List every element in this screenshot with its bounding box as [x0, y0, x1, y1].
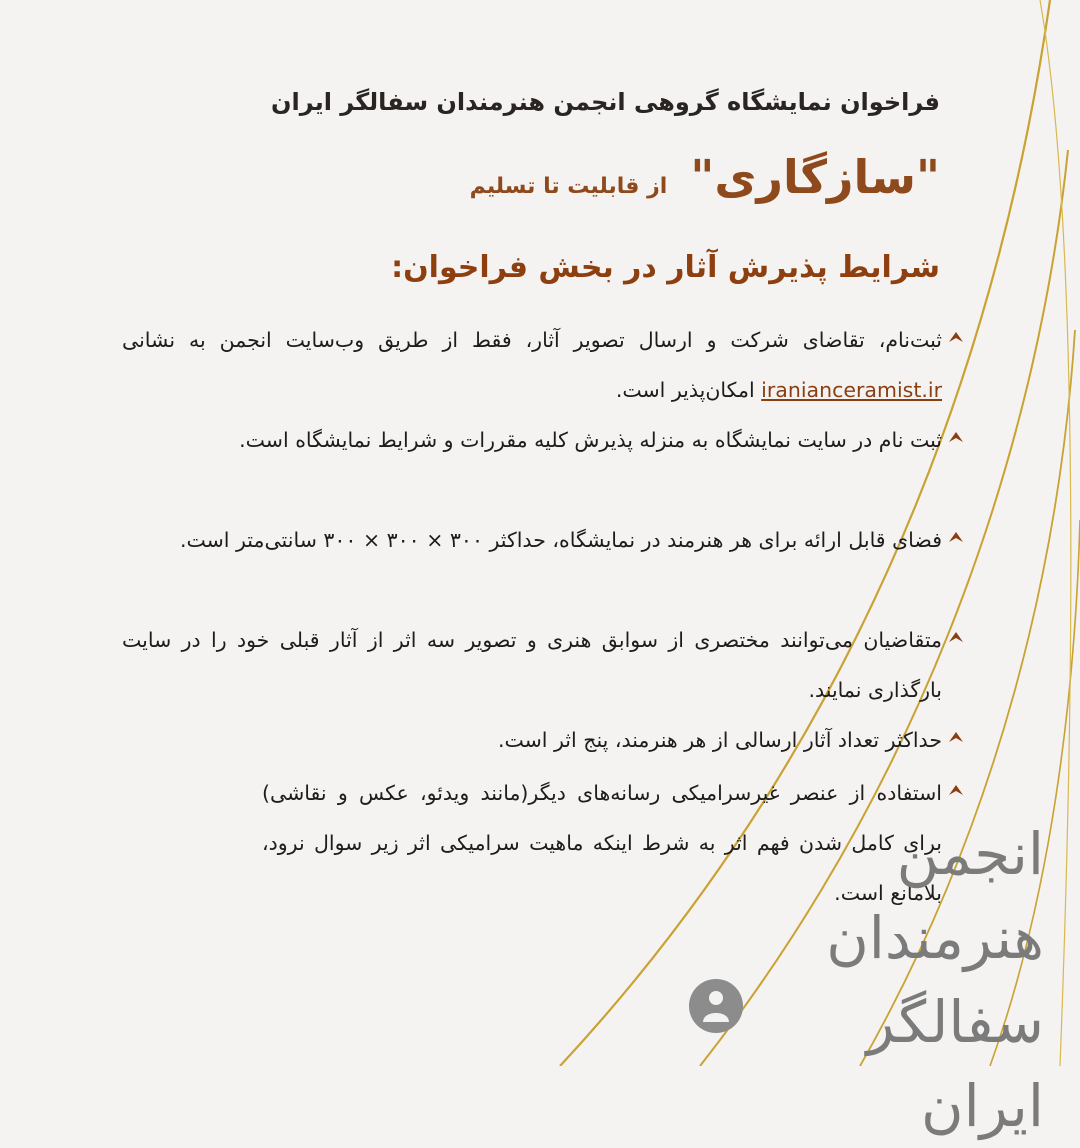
chevron-up-bullet-icon [948, 329, 964, 345]
exhibition-name: "سازگاری" [690, 150, 940, 204]
chevron-up-bullet-icon [948, 782, 964, 798]
list-item: فضای قابل ارائه برای هر هنرمند در نمایشگاه، حداکثر ۳۰۰ × ۳۰۰ × ۳۰۰ سانتی‌متر است. [122, 515, 942, 565]
list-item: حداکثر تعداد آثار ارسالی از هر هنرمند، پنج اثر است. [122, 715, 942, 765]
website-link[interactable]: iranianceramist.ir [761, 378, 942, 402]
chevron-up-bullet-icon [948, 729, 964, 745]
list-item: ثبت‌نام، تقاضای شرکت و ارسال تصویر آثار، فقط از طریق وب‌سایت انجمن به نشانی iranianceramist.ir امکان‌پذیر است. [122, 315, 942, 415]
section-heading: شرایط پذیرش آثار در بخش فراخوان: [391, 250, 940, 285]
exhibition-subtitle: از قابلیت تا تسلیم [469, 174, 668, 199]
chevron-up-bullet-icon [948, 429, 964, 445]
watermark-line: انجمن [896, 820, 1044, 888]
watermark-line: سفالگر ایران [866, 988, 1044, 1140]
exhibition-title-row [120, 150, 940, 204]
list-item-sub: استفاده از عنصر غیرسرامیکی رسانه‌های دیگر(مانند ویدئو، عکس و نقاشی) برای کامل شدن فهم اثر به شرط اینکه ماهیت سرامیکی اثر زیر سوال نرود، بلامانع است. [262, 768, 942, 918]
call-title: فراخوان نمایشگاه گروهی انجمن هنرمندان سفالگر ایران [271, 88, 940, 116]
chevron-up-bullet-icon [948, 529, 964, 545]
chevron-up-bullet-icon [948, 629, 964, 645]
association-watermark [734, 812, 1044, 1148]
list-item: ثبت نام در سایت نمایشگاه به منزله پذیرش کلیه مقررات و شرایط نمایشگاه است. [122, 415, 942, 465]
association-logo-icon [688, 978, 744, 1034]
watermark-line: هنرمندان [826, 904, 1044, 972]
list-item: متقاضیان می‌توانند مختصری از سوابق هنری و تصویر سه اثر از آثار قبلی خود را در سایت بارگذاری نمایند. [122, 615, 942, 715]
